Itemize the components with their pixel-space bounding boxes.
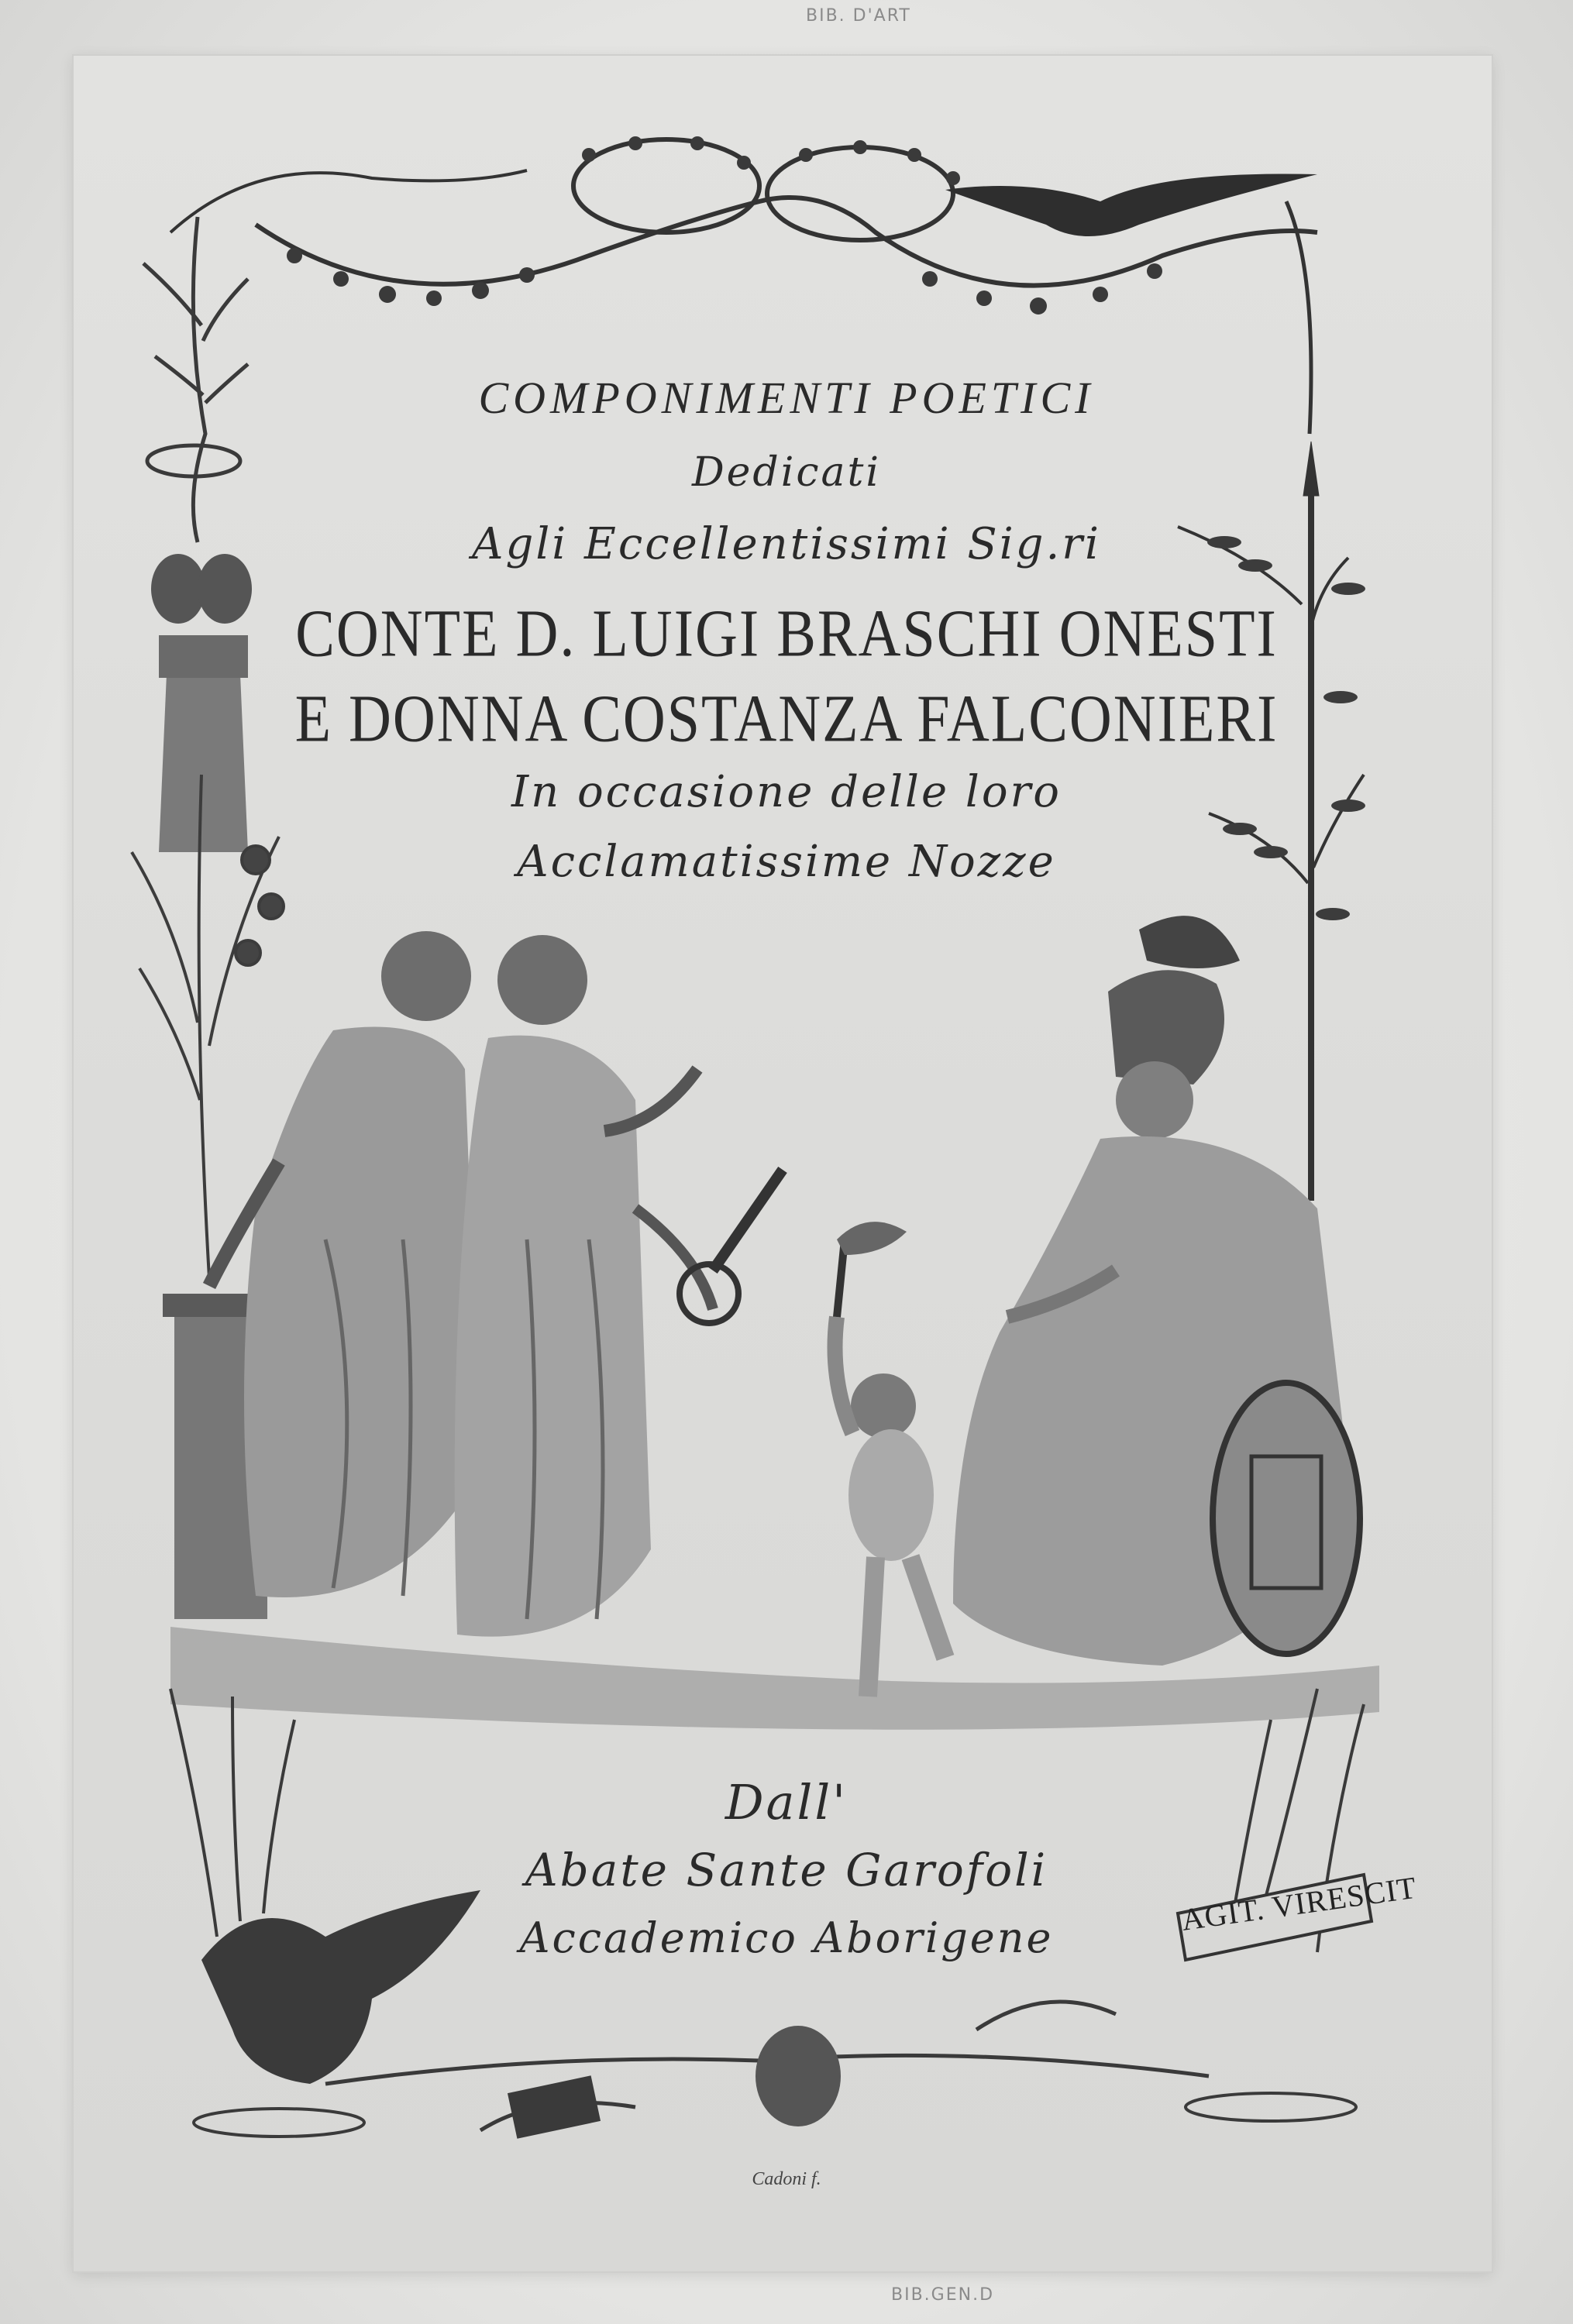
title-line-1: COMPONIMENTI POETICI [478,373,1095,423]
motto-text: AGIT. VIRESCIT [1179,1869,1419,1937]
title-line-2: Dedicati [691,449,882,496]
cupid [835,1222,946,1697]
book-trophy [508,2075,601,2139]
title-line-3: Agli Eccellentissimi Sig.ri [472,519,1101,569]
author-line-2: Abate Sante Garofoli [525,1844,1048,1896]
title-line-7: Acclamatissime Nozze [517,837,1056,887]
title-line-6: In occasione delle loro [511,767,1062,817]
mask-ornament [756,2026,841,2126]
engraver-signature: Cadoni f. [752,2169,821,2189]
muse-left [209,931,480,1597]
author-line-3: Accademico Aborigene [519,1913,1054,1962]
library-stamp-top: BIB. D'ART [806,6,911,26]
muse-right [455,935,783,1637]
library-stamp-bottom: BIB.GEN.D [891,2285,995,2305]
eagle-top [945,174,1317,236]
title-line-4: CONTE D. LUIGI BRASCHI ONESTI [295,596,1278,672]
title-line-5: E DONNA COSTANZA FALCONIERI [294,681,1279,757]
author-line-1: Dall' [725,1774,848,1831]
minerva [953,916,1360,1666]
